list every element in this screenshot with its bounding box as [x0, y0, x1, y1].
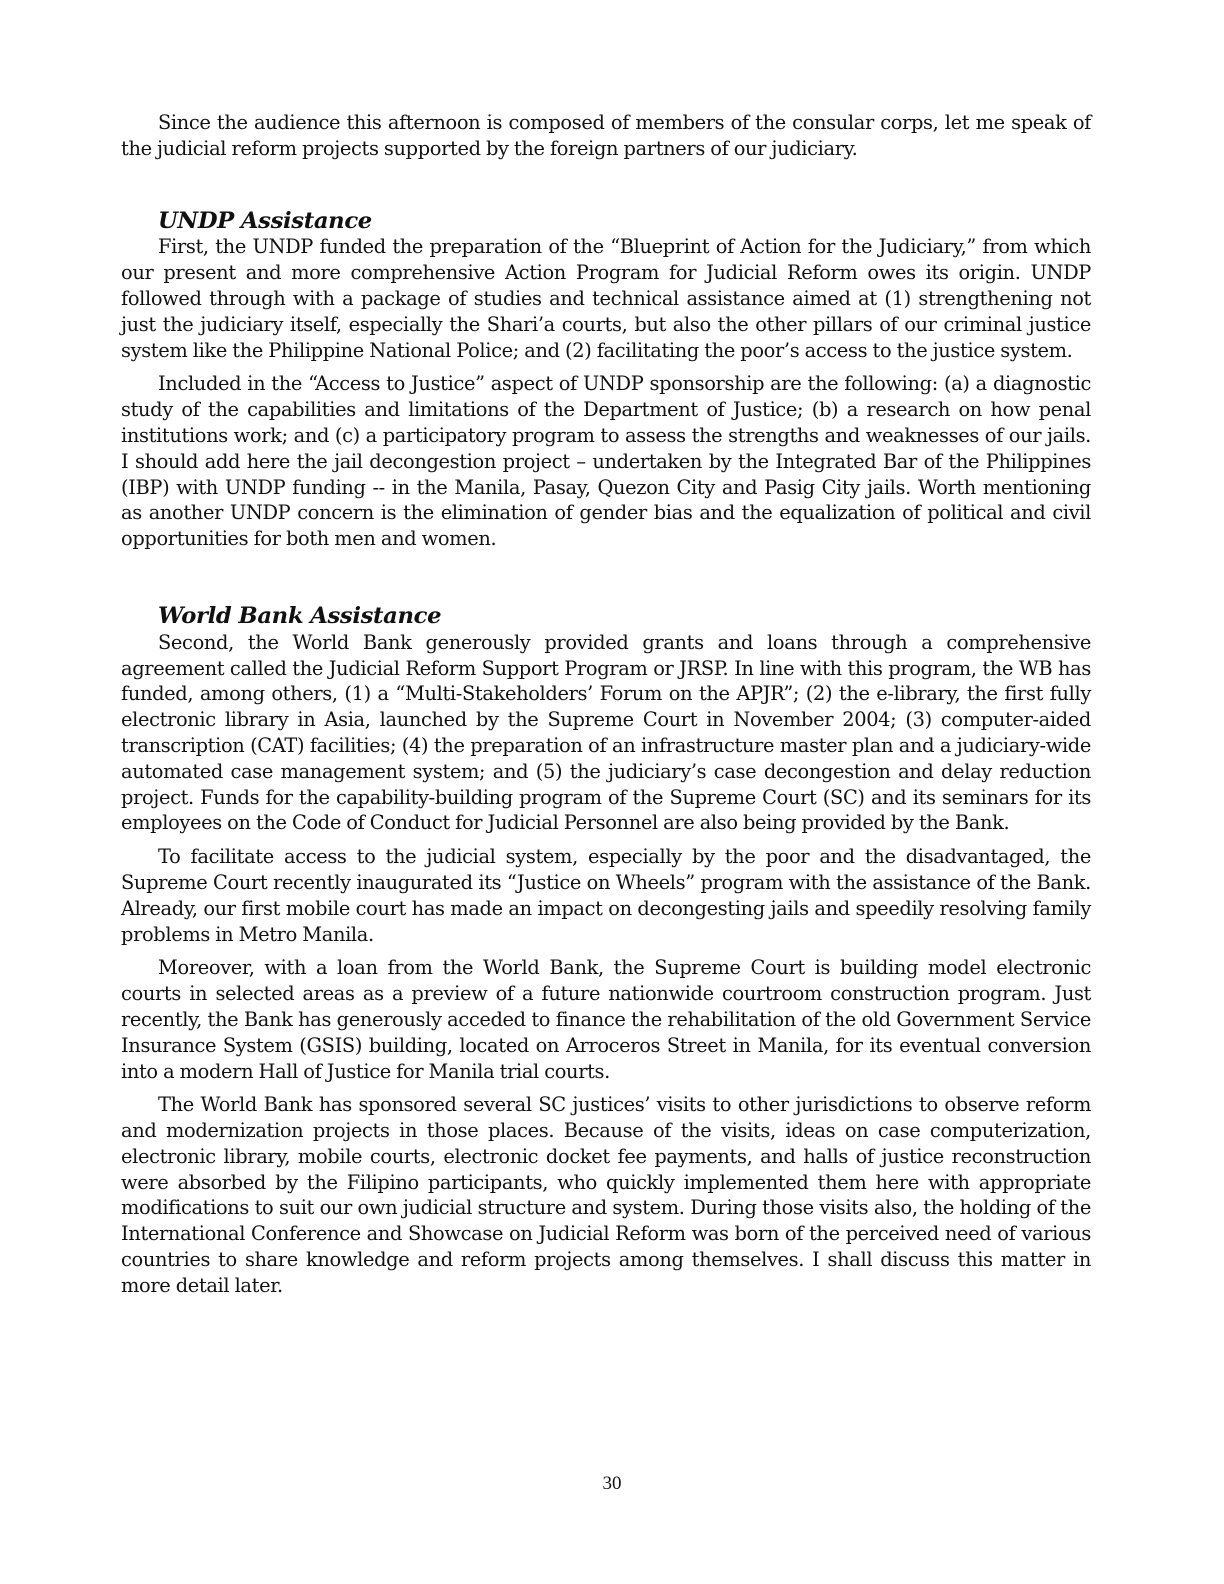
world-bank-paragraph-2: To facilitate access to the judicial system, especially by the poor and the disadvantaged, the Supreme Court recently inaugurated its “Justice on Wheels” program with the assistance of the Bank. Already, our first mobile court has made an impact on decongesting jails and speedily resolving family problems in Metro Manila.	[121, 845, 1091, 946]
undp-paragraph-2: Included in the “Access to Justice” aspect of UNDP sponsorship are the following: (a) a diagnostic study of the capabilities and limitations of the Department of Justice; (b) a research on how penal institutions work; and (c) a participatory program to assess the strengths and weaknesses of our jails. I should add here the jail decongestion project – undertaken by the Integrated Bar of the Philippines (IBP) with UNDP funding -- in the Manila, Pasay, Quezon City and Pasig City jails. Worth mentioning as another UNDP concern is the elimination of gender bias and the equalization of political and civil opportunities for both men and women.	[121, 372, 1091, 551]
section-heading-undp: UNDP Assistance	[158, 207, 372, 234]
world-bank-paragraph-3: Moreover, with a loan from the World Bank, the Supreme Court is building model electronic courts in selected areas as a preview of a future nationwide courtroom construction program. Just recently, the Bank has generously acceded to finance the rehabilitation of the old Government Service Insurance System (GSIS) building, located on Arroceros Street in Manila, for its eventual conversion into a modern Hall of Justice for Manila trial courts.	[121, 956, 1091, 1083]
section-heading-world-bank: World Bank Assistance	[158, 602, 442, 629]
intro-paragraph: Since the audience this afternoon is composed of members of the consular corps, let me speak of the judicial reform projects supported by the foreign partners of our judiciary.	[121, 111, 1091, 160]
world-bank-paragraph-1: Second, the World Bank generously provided grants and loans through a comprehensive agreement called the Judicial Reform Support Program or JRSP. In line with this program, the WB has funded, among others, (1) a “Multi-Stakeholders’ Forum on the APJR”; (2) the e-library, the first fully electronic library in Asia, launched by the Supreme Court in November 2004; (3) computer-aided transcription (CAT) facilities; (4) the preparation of an infrastructure master plan and a judiciary-wide automated case management system; and (5) the judiciary’s case decongestion and delay reduction project. Funds for the capability-building program of the Supreme Court (SC) and its seminars for its employees on the Code of Conduct for Judicial Personnel are also being provided by the Bank.	[121, 630, 1091, 835]
world-bank-paragraph-4: The World Bank has sponsored several SC justices’ visits to other jurisdictions to observe reform and modernization projects in those places. Because of the visits, ideas on case computerization, electronic library, mobile courts, electronic docket fee payments, and halls of justice reconstruction were absorbed by the Filipino participants, who quickly implemented them here with appropriate modifications to suit our own judicial structure and system. During those visits also, the holding of the International Conference and Showcase on Judicial Reform was born of the perceived need of various countries to share knowledge and reform projects among themselves. I shall discuss this matter in more detail later.	[121, 1093, 1091, 1297]
undp-paragraph-1: First, the UNDP funded the preparation of the “Blueprint of Action for the Judiciary,” from which our present and more comprehensive Action Program for Judicial Reform owes its origin. UNDP followed through with a package of studies and technical assistance aimed at (1) strengthening not just the judiciary itself, especially the Shari’a courts, but also the other pillars of our criminal justice system like the Philippine National Police; and (2) facilitating the poor’s access to the justice system.	[121, 235, 1091, 362]
page-number: 30	[602, 1473, 622, 1494]
document-page	[121, 110, 1091, 1299]
